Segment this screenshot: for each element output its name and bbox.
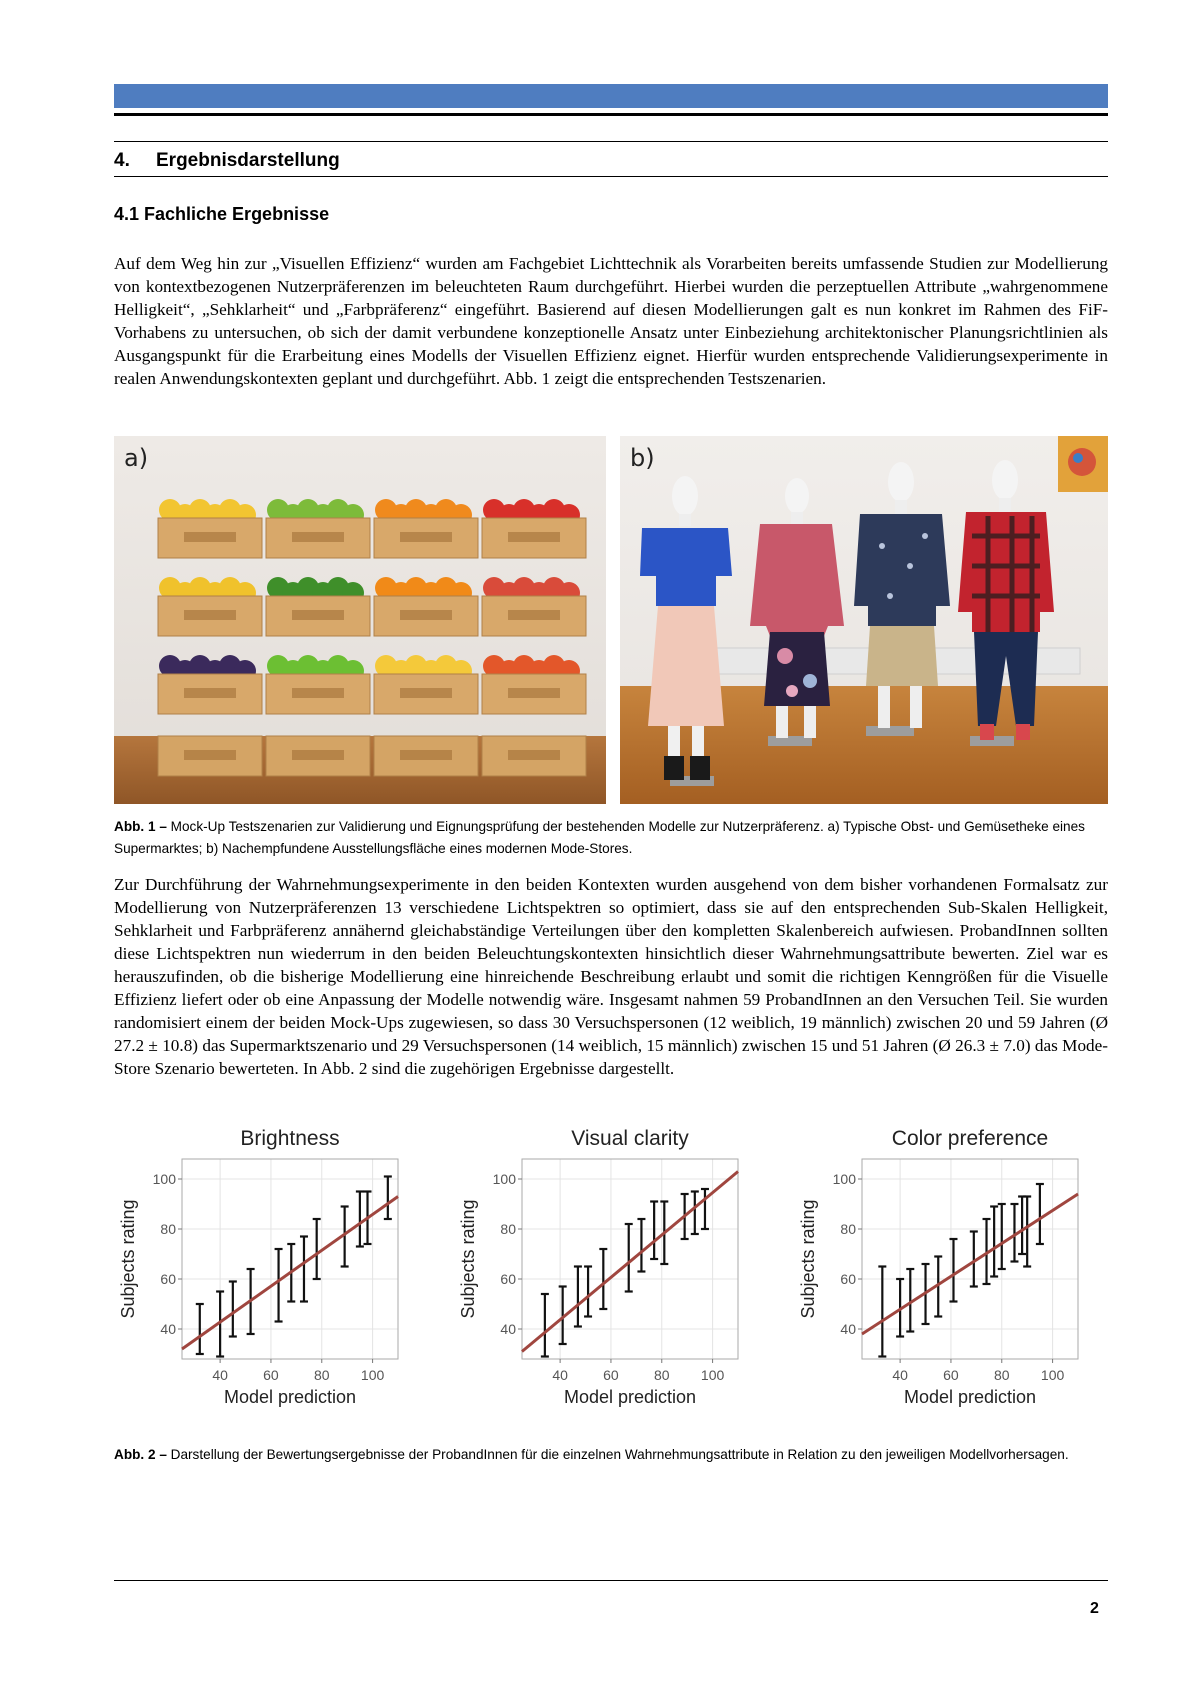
figure1-photo-supermarket	[114, 436, 606, 804]
y-tick-label: 100	[832, 1171, 856, 1187]
y-tick-label: 80	[160, 1221, 176, 1237]
x-tick-label: 40	[892, 1367, 908, 1383]
y-tick-label: 100	[492, 1171, 516, 1187]
chart-visual-clarity	[452, 1125, 782, 1431]
y-tick-label: 40	[160, 1321, 176, 1337]
y-tick-label: 60	[500, 1271, 516, 1287]
x-tick-label: 100	[700, 1367, 725, 1383]
x-tick-label: 80	[993, 1367, 1010, 1383]
y-tick-label: 100	[152, 1171, 176, 1187]
x-tick-label: 40	[552, 1367, 568, 1383]
chart-color-preference	[792, 1125, 1122, 1431]
header-bar	[114, 84, 1108, 108]
y-axis-label: Subjects rating	[118, 1199, 138, 1319]
footer-rule	[114, 1580, 1108, 1581]
paragraph-method: Zur Durchführung der Wahrnehmungsexperimente in den beiden Kontexten wurden ausgehend von dem bisher vorhandenen Formalsatz zur Modellierung von Nutzerpräferenzen 13 verschiedene Lichtspektren so optimiert, dass sie auf den entsprechenden Sub-Skalen Helligkeit, Sehklarheit und Farbpräferenz annähernd gleichabständige Verteilungen über den kompletten Skalenbereich aufwiesen. ProbandInnen sollten diese Lichtspektren nun wiederrum in den beiden Beleuchtungskontexten hinsichtlich dieser Wahrnehmungsattribute bewerten. Ziel war es herauszufinden, ob die bisherige Modellierung eine hinreichende Beschreibung erlaubt und somit die richtigen Kenngrößen für die Visuelle Effizienz liefert oder ob eine Anpassung der Modelle notwendig wäre. Insgesamt nahmen 59 ProbandInnen an den Versuchen Teil. Sie wurden randomisiert einem der beiden Mock-Ups zugewiesen, so dass 30 Versuchspersonen (12 weiblich, 19 männlich) zwischen 20 und 59 Jahren (Ø 27.2 ± 10.8) das Supermarktszenario und 29 Versuchspersonen (14 weiblich, 15 männlich) zwischen 15 und 51 Jahren (Ø 26.3 ± 7.0) das Mode-Store Szenario bewerteten. In Abb. 2 sind die zugehörigen Ergebnisse dargestellt.	[114, 875, 1108, 1078]
figure1-photo-fashion-store	[620, 436, 1108, 804]
figure2-caption-label: Abb. 2 –	[114, 1447, 167, 1462]
chart-brightness	[112, 1125, 442, 1431]
section-number: 4.	[114, 150, 130, 171]
section-rule-bottom	[114, 176, 1108, 177]
figure1-caption-text: Mock-Up Testszenarien zur Validierung und Eignungsprüfung der bestehenden Modelle zur Nutzerpräferenz. a) Typische Obst- und Gemüsetheke eines Supermarktes; b) Nachempfundene Ausstellungsfläche eines modernen Mode-Stores.	[114, 819, 1085, 856]
y-tick-label: 60	[160, 1271, 176, 1287]
subsection-title: 4.1 Fachliche Ergebnisse	[114, 204, 330, 224]
paragraph-intro: Auf dem Weg hin zur „Visuellen Effizienz“ wurden am Fachgebiet Lichttechnik als Vorarbeiten bereits umfassende Studien zur Modellierung von kontextbezogenen Nutzerpräferenzen im beleuchteten Raum durchgeführt. Hierbei wurden die perzeptuellen Attribute „wahrgenommene Helligkeit“, „Sehklarheit“ und „Farbpräferenz“ eingeführt. Basierend auf diesen Modellierungen galt es nun konkret im Rahmen des FiF-Vorhabens zu untersuchen, ob sich der damit verbundene konzeptionelle Ansatz unter Einbeziehung architektonischer Planungsrichtlinien als Ausgangspunkt für die Erarbeitung eines Modells der Visuellen Effizienz eignet. Hierfür wurden entsprechende Validierungsexperimente in realen Anwendungskontexten geplant und durchgeführt. Abb. 1 zeigt die entsprechenden Testszenarien.	[114, 254, 1108, 388]
y-tick-label: 40	[840, 1321, 856, 1337]
figure1-caption	[114, 816, 1108, 860]
figure1-label-b: b)	[630, 444, 655, 472]
chart-title: Brightness	[240, 1127, 340, 1150]
x-tick-label: 60	[943, 1367, 959, 1383]
y-tick-label: 60	[840, 1271, 856, 1287]
figure1-label-a: a)	[124, 444, 149, 472]
x-tick-label: 100	[360, 1367, 385, 1383]
section-title: Ergebnisdarstellung	[156, 150, 340, 171]
x-axis-label: Model prediction	[223, 1387, 357, 1407]
y-axis-label: Subjects rating	[458, 1199, 478, 1319]
x-tick-label: 60	[263, 1367, 279, 1383]
x-tick-label: 40	[212, 1367, 228, 1383]
x-axis-label: Model prediction	[563, 1387, 697, 1407]
section-heading	[114, 150, 340, 172]
x-axis-label: Model prediction	[903, 1387, 1037, 1407]
y-tick-label: 80	[500, 1221, 516, 1237]
page-number: 2	[1090, 1600, 1099, 1617]
chart-title: Color preference	[891, 1127, 1049, 1150]
x-tick-label: 100	[1040, 1367, 1065, 1383]
y-axis-label: Subjects rating	[798, 1199, 818, 1319]
section-rule-top	[114, 141, 1108, 142]
x-tick-label: 60	[603, 1367, 619, 1383]
x-tick-label: 80	[653, 1367, 670, 1383]
figure2-caption-text: Darstellung der Bewertungsergebnisse der ProbandInnen für die einzelnen Wahrnehmungsattribute in Relation zu den jeweiligen Modellvorhersagen.	[170, 1447, 1069, 1462]
chart-title: Visual clarity	[571, 1127, 689, 1150]
figure1-caption-label: Abb. 1 –	[114, 819, 167, 834]
y-tick-label: 40	[500, 1321, 516, 1337]
x-tick-label: 80	[313, 1367, 330, 1383]
y-tick-label: 80	[840, 1221, 856, 1237]
header-rule	[114, 113, 1108, 116]
figure2-caption	[114, 1444, 1108, 1466]
